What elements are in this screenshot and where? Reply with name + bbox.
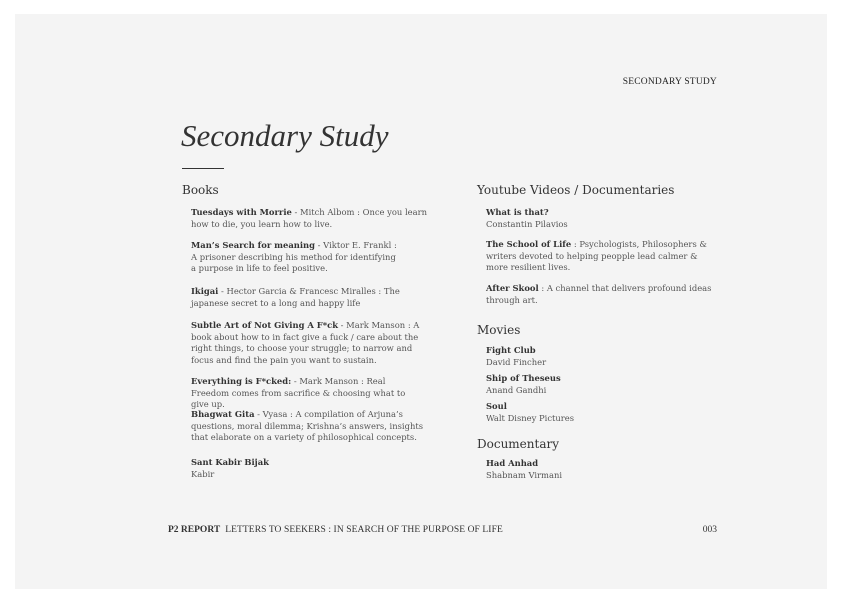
page-number: 003 <box>702 525 717 535</box>
book-title: Sant Kabir Bijak <box>191 457 269 467</box>
movie-director: Walt Disney Pictures <box>486 412 575 423</box>
video-title: The School of Life <box>486 239 572 249</box>
page-title: Secondary Study <box>181 118 389 153</box>
book-entry-5: Everything is F*cked: - Mark Manson : Real Freedom comes from sacrifice & choosing what to give up. <box>191 376 406 409</box>
title-underline <box>182 168 224 169</box>
book-entry-1: Tuesdays with Morrie - Mitch Albom : Once you learn how to die, you learn how to live. <box>191 207 428 229</box>
footer-subtitle: LETTERS TO SEEKERS : IN SEARCH OF THE PURPOSE OF LIFE <box>225 525 503 535</box>
book-title: Everything is F*cked: <box>191 376 292 386</box>
movie-title: Ship of Theseus <box>486 373 561 383</box>
book-entry-4: Subtle Art of Not Giving A F*ck - Mark Manson : A book about how to in fact give a fuck / care about the right things, to choose your struggle; to narrow and focus and find the pain you want to sustain. <box>191 320 420 365</box>
book-entry-7 <box>191 457 429 480</box>
movie-entry-2 <box>486 373 720 396</box>
youtube-entry-1 <box>486 207 726 230</box>
documentary-director: Shabnam Virmani <box>486 469 563 480</box>
video-title: What is that? <box>486 207 549 217</box>
video-description: A channel that delivers profound ideas through art. <box>486 283 712 305</box>
book-description: Mark Manson : A book about how to in fact give a fuck / care about the right things, to choose your struggle; to narrow and focus and find the pain you want to sustain. <box>191 320 420 365</box>
book-title: Man’s Search for meaning <box>191 240 316 250</box>
video-description: Psychologists, Philosophers & writers devoted to helping peopple lead calmer & more resilient lives. <box>486 239 707 272</box>
book-entry-6: Bhagwat Gita - Vyasa : A compilation of Arjuna’s questions, moral dilemma; Krishna’s answers, insights that elaborate on a variety of philosophical concepts. <box>191 409 424 442</box>
footer-report-label: P2 REPORT <box>168 525 221 535</box>
footer-report-title <box>168 525 503 535</box>
book-description: Hector Garcia & Francesc Miralles : The japanese secret to a long and happy life <box>191 286 400 308</box>
book-title: Bhagwat Gita <box>191 409 255 419</box>
book-entry-3: Ikigai - Hector Garcia & Francesc Miralles : The japanese secret to a long and happy life <box>191 286 400 308</box>
movie-entry-1 <box>486 345 720 368</box>
video-creator: Constantin Pilavios <box>486 218 568 229</box>
youtube-heading: Youtube Videos / Documentaries <box>477 183 675 197</box>
youtube-entry-2: The School of Life : Psychologists, Philosophers & writers devoted to helping peopple lead calmer & more resilient lives. <box>486 239 707 272</box>
movie-director: Anand Gandhi <box>486 384 547 395</box>
books-heading: Books <box>182 183 219 197</box>
book-description: Viktor E. Frankl : A prisoner describing his method for identifying a purpose in life to feel positive. <box>191 240 397 273</box>
documentary-entry-1 <box>486 458 720 481</box>
book-description: Mitch Albom : Once you learn how to die, you learn how to live. <box>191 207 428 229</box>
movie-entry-3 <box>486 401 720 424</box>
book-author: Kabir <box>191 468 215 479</box>
movie-title: Soul <box>486 401 507 411</box>
documentary-title: Had Anhad <box>486 458 539 468</box>
youtube-entry-3: After Skool : A channel that delivers profound ideas through art. <box>486 283 712 305</box>
movie-title: Fight Club <box>486 345 536 355</box>
movies-heading: Movies <box>477 323 521 337</box>
book-title: Tuesdays with Morrie <box>191 207 292 217</box>
book-description: Vyasa : A compilation of Arjuna’s questions, moral dilemma; Krishna’s answers, insights that elaborate on a variety of philosophical concepts. <box>191 409 424 442</box>
book-title: Ikigai <box>191 286 219 296</box>
running-header: SECONDARY STUDY <box>622 77 717 87</box>
movie-director: David Fincher <box>486 356 547 367</box>
documentary-heading: Documentary <box>477 437 559 451</box>
video-title: After Skool <box>486 283 539 293</box>
document-page <box>15 14 827 589</box>
book-entry-2: Man’s Search for meaning - Viktor E. Frankl : A prisoner describing his method for identifying a purpose in life to feel positive. <box>191 240 397 273</box>
book-title: Subtle Art of Not Giving A F*ck <box>191 320 338 330</box>
book-description: Mark Manson : Real Freedom comes from sacrifice & choosing what to give up. <box>191 376 406 409</box>
